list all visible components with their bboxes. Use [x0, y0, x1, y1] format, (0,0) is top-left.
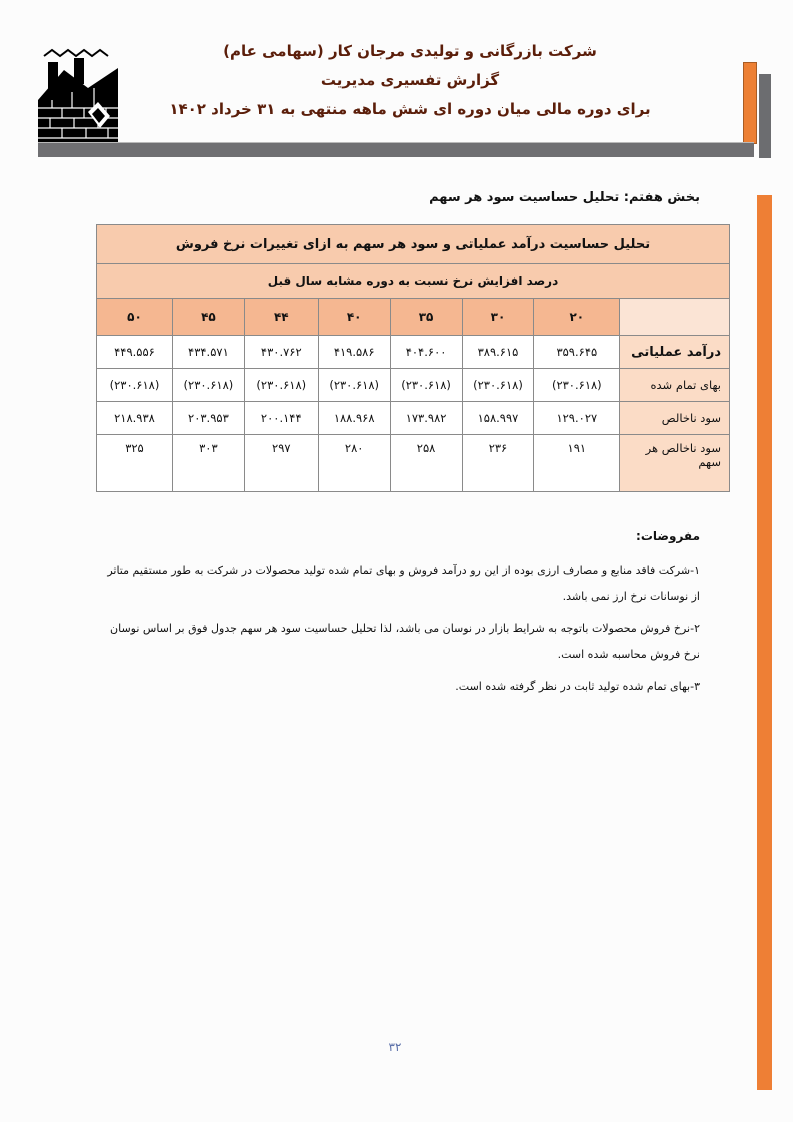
table-cell: ۳۸۹.۶۱۵	[462, 336, 534, 369]
table-cell: ۳۵۹.۶۴۵	[534, 336, 620, 369]
column-header: ۲۰	[534, 299, 620, 336]
table-cell: ۱۷۳.۹۸۲	[390, 402, 462, 435]
column-header: ۴۰	[318, 299, 390, 336]
company-logo	[34, 42, 126, 144]
table-cell: ۳۰۳	[172, 435, 244, 492]
table-cell: ۳۲۵	[97, 435, 173, 492]
table-cell: ۴۳۴.۵۷۱	[172, 336, 244, 369]
table-cell: ۴۴۹.۵۵۶	[97, 336, 173, 369]
table-cell: (۲۳۰.۶۱۸)	[534, 369, 620, 402]
header-orange-accent	[743, 62, 757, 144]
column-header: ۵۰	[97, 299, 173, 336]
column-header: ۴۵	[172, 299, 244, 336]
table-cell: (۲۳۰.۶۱۸)	[462, 369, 534, 402]
assumption-item: ۱-شرکت فاقد منابع و مصارف ارزی بوده از این رو درآمد فروش و بهای تمام شده تولید محصولات در شرکت به طور مستقیم متاثر از نوسانات نرخ ارز نمی باشد.	[107, 564, 700, 603]
assumption-item: ۳-بهای تمام شده تولید ثابت در نظر گرفته شده است.	[455, 680, 700, 693]
table-cell: ۱۵۸.۹۹۷	[462, 402, 534, 435]
table-cell: ۱۹۱	[534, 435, 620, 492]
table-cell: ۲۰۳.۹۵۳	[172, 402, 244, 435]
table-cell: ۲۸۰	[318, 435, 390, 492]
table-cell: (۲۳۰.۶۱۸)	[244, 369, 318, 402]
row-label: بهای تمام شده	[620, 369, 730, 402]
assumption-item: ۲-نرخ فروش محصولات باتوجه به شرایط بازار در نوسان می باشد، لذا تحلیل حساسیت سود هر سهم جدول فوق بر اساس نوسان نرخ فروش محاسبه شده است.	[110, 622, 700, 661]
sensitivity-table	[96, 224, 730, 492]
table-cell: ۴۰۴.۶۰۰	[390, 336, 462, 369]
table-subtitle: درصد افزایش نرخ نسبت به دوره مشابه سال قبل	[97, 264, 730, 299]
column-header: ۳۵	[390, 299, 462, 336]
table-header-row	[97, 299, 730, 336]
table-cell: ۱۲۹.۰۲۷	[534, 402, 620, 435]
report-title: گزارش تفسیری مدیریت	[320, 71, 500, 89]
assumptions-title: مفروضات:	[636, 529, 700, 543]
table-cell: ۴۳۰.۷۶۲	[244, 336, 318, 369]
row-label: درآمد عملیاتی	[620, 336, 730, 369]
table-cell: ۲۳۶	[462, 435, 534, 492]
table-row	[97, 369, 730, 402]
table-row	[97, 402, 730, 435]
table-cell: ۲۹۷	[244, 435, 318, 492]
column-header: ۴۴	[244, 299, 318, 336]
table-cell: ۱۸۸.۹۶۸	[318, 402, 390, 435]
table-cell: (۲۳۰.۶۱۸)	[318, 369, 390, 402]
header-grey-accent	[759, 74, 771, 158]
row-label: سود ناخالص هر سهم	[620, 435, 730, 492]
row-label: سود ناخالص	[620, 402, 730, 435]
table-cell: (۲۳۰.۶۱۸)	[172, 369, 244, 402]
table-row	[97, 435, 730, 492]
table-cell: ۲۰۰.۱۴۴	[244, 402, 318, 435]
side-accent-bar	[757, 195, 772, 1090]
report-period: برای دوره مالی میان دوره ای شش ماهه منتهی به ۳۱ خرداد ۱۴۰۲	[169, 100, 651, 118]
table-cell: ۲۱۸.۹۳۸	[97, 402, 173, 435]
table-cell: ۴۱۹.۵۸۶	[318, 336, 390, 369]
table-cell: (۲۳۰.۶۱۸)	[390, 369, 462, 402]
section-title: بخش هفتم: تحلیل حساسیت سود هر سهم	[429, 190, 700, 205]
company-name: شرکت بازرگانی و تولیدی مرجان کار (سهامی عام)	[223, 42, 597, 60]
page-number: ۳۲	[388, 1040, 402, 1054]
table-cell: (۲۳۰.۶۱۸)	[97, 369, 173, 402]
column-header: ۳۰	[462, 299, 534, 336]
table-corner-cell	[620, 299, 730, 336]
table-cell: ۲۵۸	[390, 435, 462, 492]
table-row	[97, 336, 730, 369]
header-divider	[38, 142, 754, 157]
table-title: تحلیل حساسیت درآمد عملیاتی و سود هر سهم به ازای تغییرات نرخ فروش	[97, 225, 730, 264]
